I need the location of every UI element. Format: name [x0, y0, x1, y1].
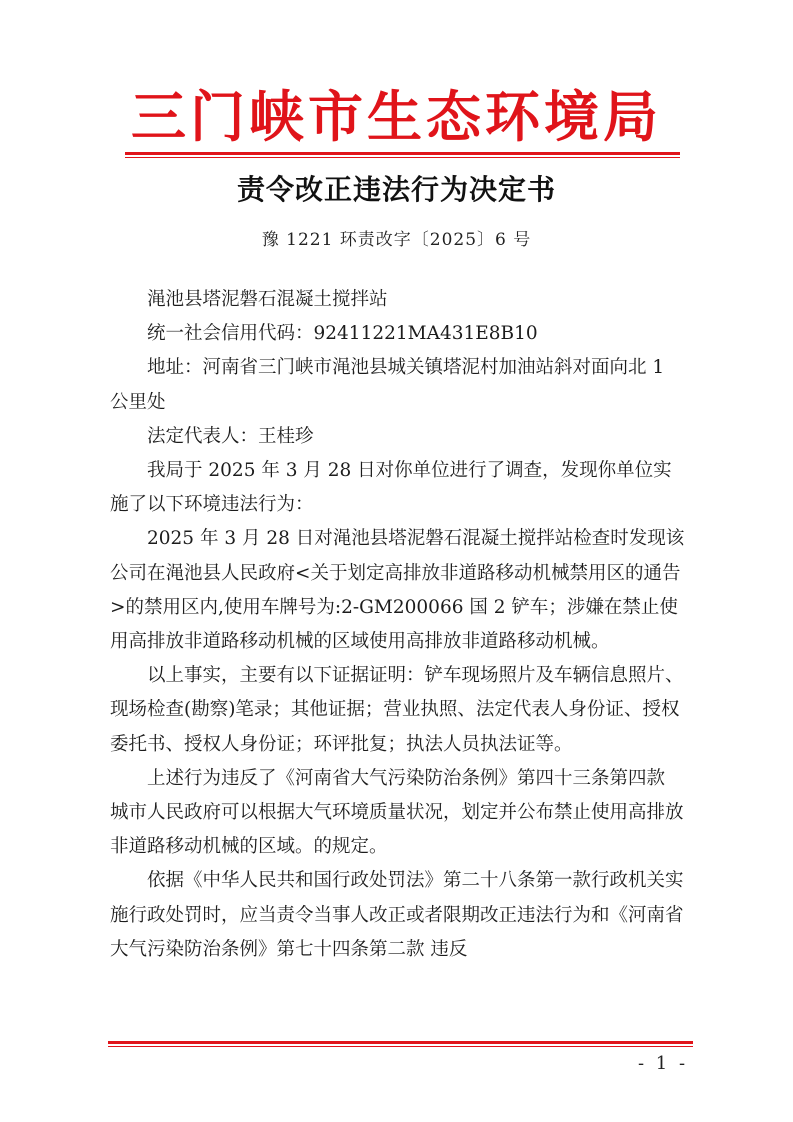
agency-header: 三门峡市生态环境局 [130, 84, 662, 149]
header-rule-thick [125, 152, 680, 155]
facts-paragraph: 2025 年 3 月 28 日对渑池县塔泥磐石混凝土搅拌站检查时发现该公司在渑池县人民政府<关于划定高排放非道路移动机械禁用区的通告>的禁用区内,使用车牌号为:2-GM200066 国 2 铲车；涉嫌在禁止使用高排放非道路移动机械的区域使用高排放非道路移动机械。 [110, 528, 685, 653]
address: 地址：河南省三门峡市渑池县城关镇塔泥村加油站斜对面向北 1 公里处 [110, 357, 665, 413]
header-rule-thin [125, 157, 680, 158]
evidence-paragraph: 以上事实，主要有以下证据证明：铲车现场照片及车辆信息照片、现场检查(勘察)笔录；其他证据；营业执照、法定代表人身份证、授权委托书、授权人身份证；环评批复；执法人员执法证等。 [110, 665, 684, 755]
page-number: - 1 - [637, 1053, 689, 1074]
document-body [110, 283, 688, 967]
document-number: 豫 1221 环责改字〔2025〕6 号 [261, 230, 532, 250]
credit-code: 统一社会信用代码：92411221MA431E8B10 [147, 323, 538, 345]
violation-paragraph: 上述行为违反了《河南省大气污染防治条例》第四十三条第四款 城市人民政府可以根据大气环境质量状况，划定并公布禁止使用高排放非道路移动机械的区域。的规定。 [110, 767, 684, 858]
investigation-paragraph: 我局于 2025 年 3 月 28 日对你单位进行了调查，发现你单位实施了以下环境违法行为： [110, 460, 672, 516]
footer-rule-thick [108, 1041, 693, 1044]
legal-representative: 法定代表人：王桂珍 [147, 425, 314, 447]
party-name: 渑池县塔泥磐石混凝土搅拌站 [147, 289, 388, 310]
legal-basis-paragraph: 依据《中华人民共和国行政处罚法》第二十八条第一款行政机关实施行政处罚时，应当责令当事人改正或者限期改正违法行为和《河南省大气污染防治条例》第七十四条第二款 违反 [110, 870, 684, 960]
footer-rule-thin [108, 1046, 693, 1047]
document-title: 责令改正违法行为决定书 [236, 173, 556, 206]
